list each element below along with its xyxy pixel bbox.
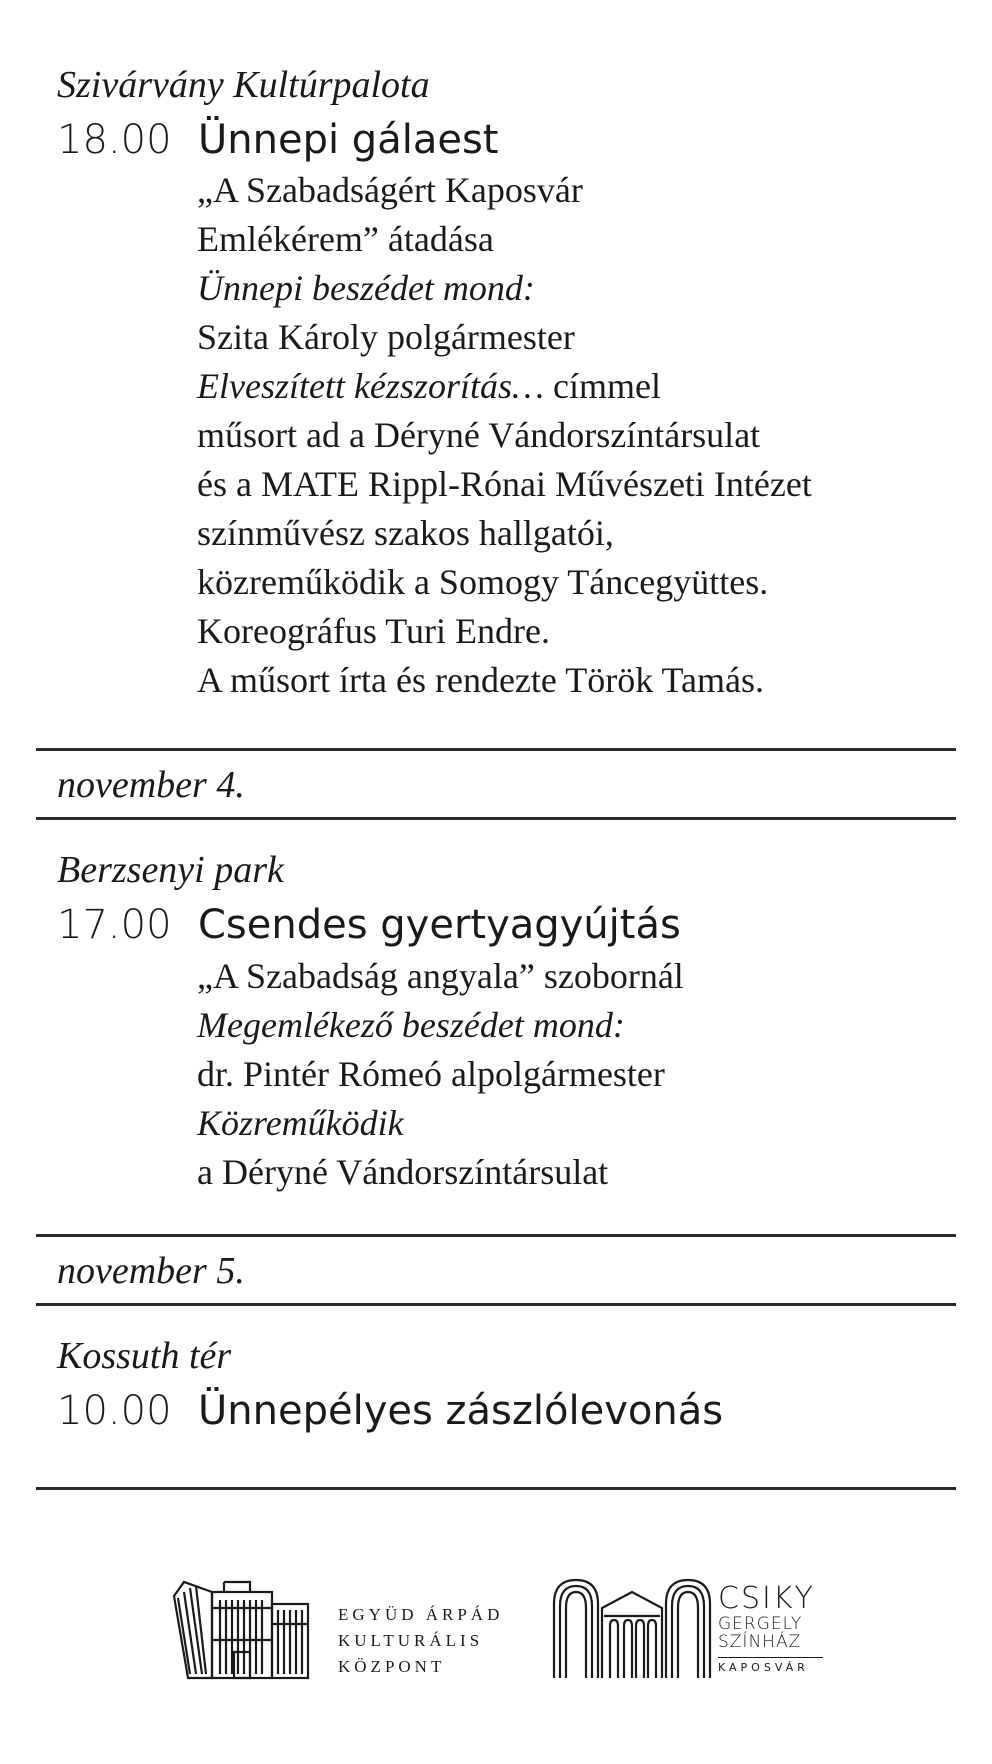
logo-text-line: KÖZPONT [338,1657,446,1676]
desc-regular-part: címmel [543,366,661,406]
desc-line: Ünnepi beszédet mond: [197,268,535,308]
csiky-logo-text [718,1583,823,1675]
desc-line: Megemlékező beszédet mond: [197,1005,625,1045]
logo-text-line: EGYÜD ÁRPÁD [338,1605,504,1624]
desc-line [197,362,812,411]
desc-line: „A Szabadságért Kaposvár [197,170,583,210]
desc-line: a Déryné Vándorszíntársulat [197,1152,609,1192]
egyud-logo-text [338,1602,503,1680]
logo-text-line: KULTURÁLIS [338,1631,484,1650]
divider [36,1234,956,1237]
egyud-building-logo-icon [172,1578,312,1680]
desc-line: közreműködik a Somogy Táncegyüttes. [197,562,769,602]
divider [36,1487,956,1490]
csiky-arches-logo-icon [552,1578,712,1680]
desc-line: „A Szabadság angyala” szobornál [197,956,684,996]
desc-line: és a MATE Rippl-Rónai Művészeti Intézet [197,464,812,504]
event-title: Csendes gyertyagyújtás [198,902,681,948]
event-time: 18.00 [57,117,172,163]
venue-szivarvany: Szivárvány Kultúrpalota [57,64,430,106]
event-title: Ünnepélyes zászlólevonás [198,1388,724,1434]
event-time: 17.00 [57,902,172,948]
desc-line: műsort ad a Déryné Vándorszíntársulat [197,415,761,455]
venue-kossuth: Kossuth tér [57,1335,232,1377]
date-heading: november 4. [57,764,245,806]
csiky-sub: GERGELY [718,1614,803,1634]
event-description [197,166,812,705]
divider [36,1303,956,1306]
desc-line: Szita Károly polgármester [197,317,575,357]
divider [36,817,956,820]
desc-line: A műsort írta és rendezte Török Tamás. [197,660,764,700]
desc-italic-part: Elveszített kézszorítás… [197,366,544,406]
desc-line: Koreográfus Turi Endre. [197,611,550,651]
csiky-sub: SZÍNHÁZ [718,1632,802,1652]
desc-line: Közreműködik [197,1103,404,1143]
event-description [197,952,684,1197]
venue-berzsenyi: Berzsenyi park [57,849,284,891]
event-time: 10.00 [57,1388,172,1434]
desc-line: színművész szakos hallgatói, [197,513,614,553]
event-title: Ünnepi gálaest [198,117,499,163]
divider [36,748,956,751]
csiky-name: CSIKY [718,1581,815,1616]
csiky-city: KAPOSVÁR [718,1657,823,1675]
desc-line: Emlékérem” átadása [197,219,494,259]
date-heading: november 5. [57,1250,245,1292]
desc-line: dr. Pintér Rómeó alpolgármester [197,1054,665,1094]
